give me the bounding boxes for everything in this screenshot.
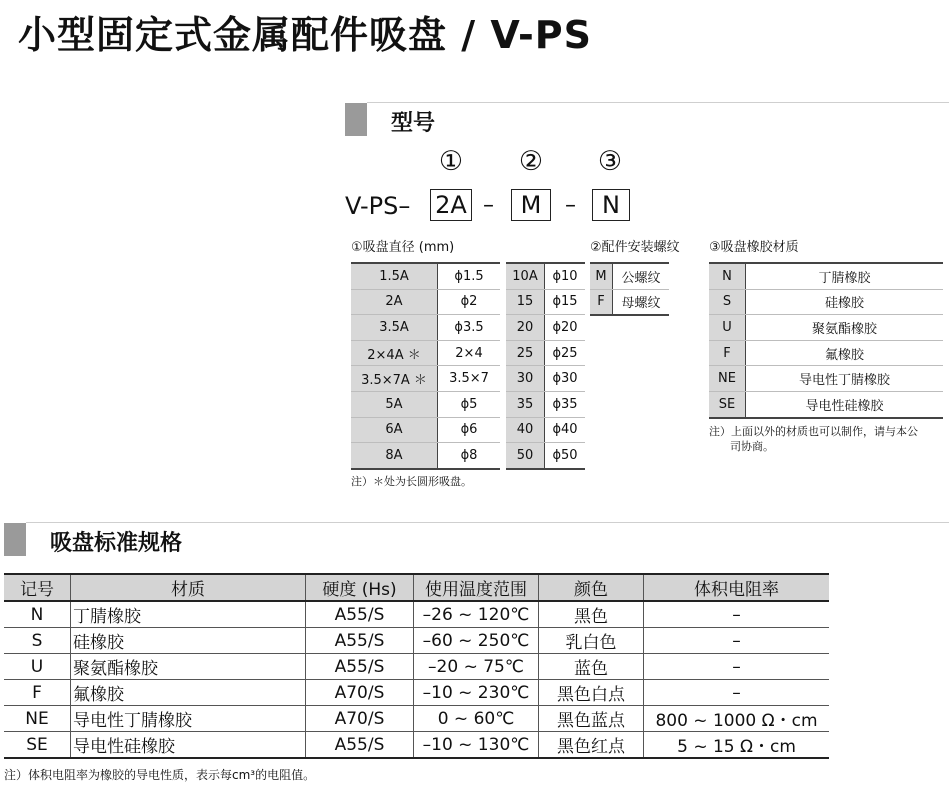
table-cell: 聚氨酯橡胶 <box>746 315 944 341</box>
table-cell: 3.5×7A ＊ <box>351 366 438 392</box>
table-cell: –26 ~ 120℃ <box>414 601 539 628</box>
table-cell: 氟橡胶 <box>71 680 306 706</box>
table-cell: S <box>4 628 71 654</box>
table-row <box>506 289 585 315</box>
table-cell: 导电性硅橡胶 <box>71 732 306 759</box>
table-cell: U <box>4 654 71 680</box>
model-code-part-2: M <box>511 189 551 221</box>
table-cell: ϕ10 <box>545 263 586 289</box>
table-row <box>351 366 500 392</box>
table-cell: 6A <box>351 417 438 443</box>
model-heading: 型号 <box>391 111 436 136</box>
table-cell: A55/S <box>306 628 414 654</box>
material-table <box>709 262 943 419</box>
table-cell: – <box>644 628 830 654</box>
table-cell: 硅橡胶 <box>746 289 944 315</box>
table-row <box>351 391 500 417</box>
table-cell: 聚氨酯橡胶 <box>71 654 306 680</box>
table-cell: 蓝色 <box>539 654 644 680</box>
table-cell: U <box>709 315 746 341</box>
table-cell: –10 ~ 230℃ <box>414 680 539 706</box>
thread-label: ②配件安装螺纹 <box>590 240 680 255</box>
table-cell: 公螺纹 <box>613 263 670 289</box>
model-code-sep-1: – <box>483 193 494 218</box>
table-cell: A55/S <box>306 601 414 628</box>
table-cell: 20 <box>506 315 545 341</box>
table-cell: –60 ~ 250℃ <box>414 628 539 654</box>
table-cell: 0 ~ 60℃ <box>414 706 539 732</box>
spec-table <box>4 573 829 759</box>
table-cell: 导电性丁腈橡胶 <box>71 706 306 732</box>
section-divider <box>367 102 949 103</box>
table-cell: A55/S <box>306 732 414 759</box>
table-cell: N <box>709 263 746 289</box>
table-cell: 2A <box>351 289 438 315</box>
table-cell: NE <box>4 706 71 732</box>
table-cell: F <box>590 289 613 315</box>
table-cell: ϕ30 <box>545 366 586 392</box>
table-row <box>4 680 829 706</box>
model-code-prefix: V-PS– <box>345 192 411 220</box>
section-divider <box>26 522 949 523</box>
table-cell: 母螺纹 <box>613 289 670 315</box>
table-cell: 丁腈橡胶 <box>71 601 306 628</box>
table-cell: 导电性丁腈橡胶 <box>746 366 944 392</box>
table-cell: 黑色 <box>539 601 644 628</box>
table-cell: ϕ3.5 <box>438 315 501 341</box>
table-cell: 35 <box>506 391 545 417</box>
model-code-part-3: N <box>592 189 630 221</box>
model-code-sep-2: – <box>565 193 576 218</box>
diameter-table-right <box>506 262 585 470</box>
table-cell: 黑色红点 <box>539 732 644 759</box>
table-cell: 40 <box>506 417 545 443</box>
table-cell: ϕ1.5 <box>438 263 501 289</box>
table-row <box>709 366 943 392</box>
table-row <box>506 417 585 443</box>
table-row <box>4 732 829 759</box>
table-cell: 黑色蓝点 <box>539 706 644 732</box>
table-cell: 黑色白点 <box>539 680 644 706</box>
spec-heading: 吸盘标准规格 <box>50 531 183 556</box>
table-cell: ϕ25 <box>545 340 586 366</box>
spec-note: 注）体积电阻率为橡胶的导电性质，表示每cm³的电阻值。 <box>4 768 316 782</box>
material-note-line-2: 司协商。 <box>730 440 774 453</box>
table-cell: A70/S <box>306 680 414 706</box>
table-cell: – <box>644 654 830 680</box>
table-row <box>4 706 829 732</box>
table-row <box>4 601 829 628</box>
table-cell: 乳白色 <box>539 628 644 654</box>
table-row <box>506 263 585 289</box>
table-row <box>506 340 585 366</box>
table-cell: 丁腈橡胶 <box>746 263 944 289</box>
section-marker <box>345 103 367 136</box>
table-cell: ϕ20 <box>545 315 586 341</box>
table-cell: 2×4 <box>438 340 501 366</box>
table-cell: N <box>4 601 71 628</box>
table-cell: ϕ40 <box>545 417 586 443</box>
table-cell: 25 <box>506 340 545 366</box>
table-cell: –10 ~ 130℃ <box>414 732 539 759</box>
circle-1: ① <box>438 146 464 177</box>
table-row <box>351 443 500 469</box>
table-cell: 50 <box>506 443 545 469</box>
table-row <box>506 366 585 392</box>
table-row <box>709 315 943 341</box>
table-row <box>709 263 943 289</box>
table-cell: 1.5A <box>351 263 438 289</box>
table-row <box>506 443 585 469</box>
table-cell: SE <box>4 732 71 759</box>
table-cell: ϕ6 <box>438 417 501 443</box>
table-cell: ϕ15 <box>545 289 586 315</box>
thread-table <box>590 262 669 316</box>
table-cell: 800 ~ 1000 Ω・cm <box>644 706 830 732</box>
table-cell: ϕ50 <box>545 443 586 469</box>
table-cell: –20 ~ 75℃ <box>414 654 539 680</box>
table-cell: 8A <box>351 443 438 469</box>
table-cell: NE <box>709 366 746 392</box>
model-code-part-1: 2A <box>430 189 472 221</box>
table-cell: SE <box>709 391 746 417</box>
table-row <box>351 340 500 366</box>
table-cell: 5A <box>351 391 438 417</box>
table-row <box>351 417 500 443</box>
header-color: 颜色 <box>539 574 644 601</box>
material-label: ③吸盘橡胶材质 <box>709 240 799 255</box>
table-cell: A55/S <box>306 654 414 680</box>
table-cell: – <box>644 601 830 628</box>
table-cell: 导电性硅橡胶 <box>746 391 944 417</box>
table-cell: 10A <box>506 263 545 289</box>
header-resistivity: 体积电阻率 <box>644 574 830 601</box>
table-row <box>590 289 669 315</box>
table-cell: S <box>709 289 746 315</box>
table-cell: 15 <box>506 289 545 315</box>
table-row <box>4 654 829 680</box>
table-row <box>506 391 585 417</box>
table-cell: 5 ~ 15 Ω・cm <box>677 737 796 757</box>
table-header-row <box>4 574 829 601</box>
circle-2: ② <box>518 146 544 177</box>
table-row <box>709 340 943 366</box>
table-cell: ϕ35 <box>545 391 586 417</box>
circle-3: ③ <box>597 146 623 177</box>
header-temperature: 使用温度范围 <box>414 574 539 601</box>
table-cell: ϕ2 <box>438 289 501 315</box>
table-row <box>351 263 500 289</box>
table-row <box>351 315 500 341</box>
table-row <box>709 391 943 417</box>
table-cell: 硅橡胶 <box>71 628 306 654</box>
header-code: 记号 <box>4 574 71 601</box>
material-note-line-1: 注）上面以外的材质也可以制作，请与本公 <box>709 425 918 438</box>
header-material: 材质 <box>71 574 306 601</box>
diameter-label: ①吸盘直径 (mm) <box>351 240 455 255</box>
table-cell: A70/S <box>306 706 414 732</box>
header-hardness: 硬度 (Hs) <box>306 574 414 601</box>
table-row <box>590 263 669 289</box>
table-cell: ϕ8 <box>438 443 501 469</box>
table-cell: 氟橡胶 <box>746 340 944 366</box>
page-title: 小型固定式金属配件吸盘 / V-PS <box>18 13 592 57</box>
section-marker <box>4 523 26 556</box>
table-cell: 30 <box>506 366 545 392</box>
table-row <box>4 628 829 654</box>
table-cell: F <box>4 680 71 706</box>
diameter-table-left <box>351 262 500 470</box>
table-cell: 2×4A ＊ <box>351 340 438 366</box>
table-cell: ϕ5 <box>438 391 501 417</box>
table-cell: 3.5A <box>351 315 438 341</box>
table-row <box>709 289 943 315</box>
table-cell: – <box>644 680 830 706</box>
table-cell: 3.5×7 <box>438 366 501 392</box>
diameter-note: 注）＊处为长圆形吸盘。 <box>351 475 472 488</box>
table-cell: M <box>590 263 613 289</box>
table-row <box>506 315 585 341</box>
table-row <box>351 289 500 315</box>
table-cell: F <box>709 340 746 366</box>
